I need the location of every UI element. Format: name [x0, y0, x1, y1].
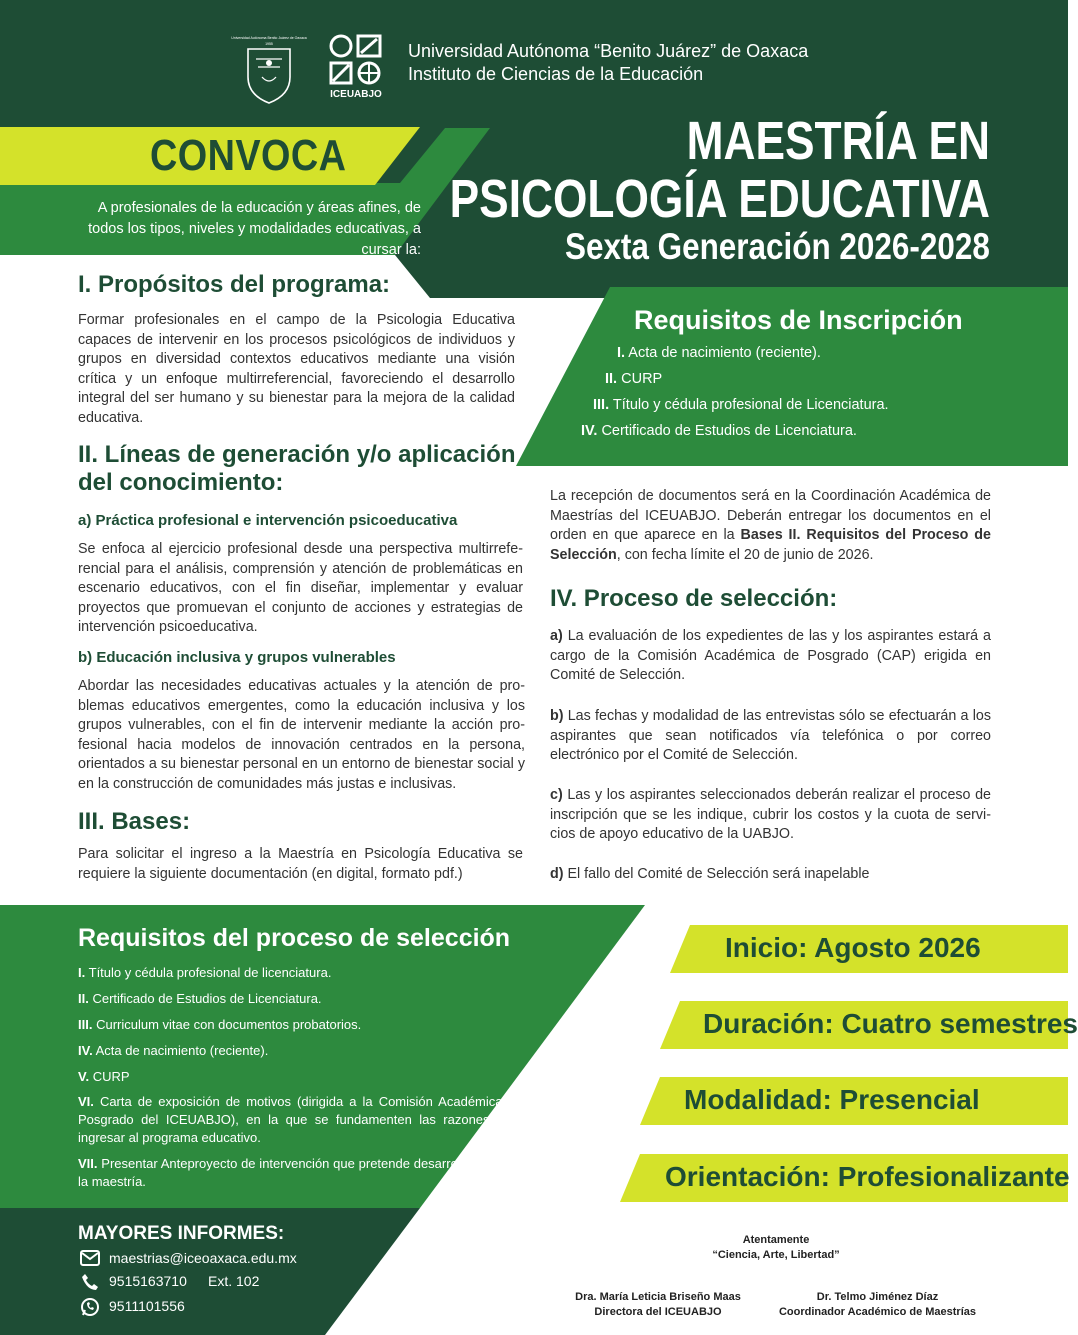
- signature-coordinator: [770, 1290, 985, 1320]
- section3-heading: III. Bases:: [78, 808, 191, 835]
- uabjo-seal-logo: [231, 33, 307, 105]
- phone-number[interactable]: 9515163710: [109, 1273, 187, 1289]
- seleccion-item: II. Certificado de Estudios de Licenciatura.: [78, 991, 322, 1006]
- seleccion-item: III. Curriculum vitae con documentos probatorios.: [78, 1017, 362, 1032]
- section2-b-title: b) Educación inclusiva y grupos vulnerables: [78, 649, 396, 666]
- tag-modalidad: Modalidad: Presencial: [684, 1084, 980, 1115]
- seleccion-item: VII. Presentar Anteproyecto de intervención que pretende desarrollar durante la maestría.: [78, 1156, 523, 1189]
- seleccion-item: V. CURP: [78, 1069, 130, 1084]
- section4-item-b: b) Las fechas y modalidad de las entrevistas sólo se efectuarán a los aspirantes que sean notificados vía telefónica o por correo electrónico por el Comité de Selección.: [550, 708, 991, 763]
- section2-b-text: Abordar las necesidades educativas actuales y la atención de pro-blemas educativos emergentes, como la educación inclusiva y los grupos vulnerables, con el fin de intervenir mediante la acción pro-fesional hacia modelos de innovación centrados en la persona, orientados a su bienestar personal en un entorno de bienestar social y en la construcción de comunidades más justas e inclusivas.: [78, 678, 525, 792]
- email-icon: [80, 1250, 100, 1266]
- signature-director: [558, 1290, 758, 1320]
- iceuabjo-logo: [328, 33, 384, 99]
- inscripcion-item: IV. Certificado de Estudios de Licenciatura.: [581, 423, 857, 439]
- recepcion-text: La recepción de documentos será en la Coordinación Académica de Maestrías del ICEUABJO. Deberán entregar los documentos en el orden en que aparece en la Bases II. Requisitos del Proceso de Selección, con fecha límite el 20 de junio de 2026.: [550, 488, 991, 563]
- program-title-line1: MAESTRÍA EN: [686, 111, 990, 171]
- section4-item-a: a) La evaluación de los expedientes de las y los aspirantes estará a cargo de la Comisión Académica de Posgrado (CAP) erigida en Comité de Selección.: [550, 628, 991, 683]
- seleccion-title: Requisitos del proceso de selección: [78, 924, 511, 952]
- program-generation: Sexta Generación 2026-2028: [565, 226, 990, 267]
- inscripcion-item: III. Título y cédula profesional de Licenciatura.: [593, 397, 889, 413]
- signature-coordinator-name: Dr. Telmo Jiménez Díaz: [816, 1291, 939, 1303]
- signature-director-name: Dra. María Leticia Briseño Maas: [575, 1291, 741, 1303]
- section2-a-title: a) Práctica profesional e intervención psicoeducativa: [78, 512, 458, 529]
- whatsapp-icon: [80, 1297, 100, 1317]
- section4-item-c: c) Las y los aspirantes seleccionados deberán realizar el proceso de inscripción que se les indique, cubrir los costos y la cuota de servi-cios de apoyo educativo de la UABJO.: [550, 787, 991, 842]
- section1-text: Formar profesionales en el campo de la Psicologia Educativa capaces de intervenir en los procesos psicológicos de individuos y grupos en diversidad contextos educativos mediante una visión crítica y un enfoque multirreferencial, favoreciendo el desarrollo integral del ser humano y su bienestar para la mejora de la calidad educativa.: [78, 312, 515, 426]
- institute-name: Instituto de Ciencias de la Educación: [408, 64, 704, 84]
- closing-block: [676, 1233, 876, 1263]
- tag-inicio: Inicio: Agosto 2026: [725, 932, 981, 963]
- svg-text:1955: 1955: [265, 42, 273, 46]
- inscripcion-title: Requisitos de Inscripción: [634, 305, 963, 335]
- phone-icon: [81, 1273, 99, 1291]
- section4-heading: IV. Proceso de selección:: [550, 585, 838, 612]
- svg-text:ICEUABJO: ICEUABJO: [330, 89, 382, 100]
- section4-item-d: d) El fallo del Comité de Selección será inapelable: [550, 866, 870, 882]
- tag-duracion: Duración: Cuatro semestres: [703, 1008, 1078, 1039]
- informes-title: MAYORES INFORMES:: [78, 1223, 285, 1244]
- program-title-line2: PSICOLOGÍA EDUCATIVA: [449, 169, 990, 229]
- university-name: Universidad Autónoma “Benito Juárez” de Oaxaca: [408, 41, 809, 61]
- section3-text: Para solicitar el ingreso a la Maestría en Psicología Educativa se requiere la siguiente documentación (en digital, formato pdf.): [78, 846, 523, 882]
- convoca-title: CONVOCA: [150, 131, 347, 180]
- seleccion-item: I. Título y cédula profesional de licenciatura.: [78, 965, 332, 980]
- seleccion-item: VI. Carta de exposición de motivos (dirigida a la Comisión Académica de Posgrado del ICEUABJO), en la que se fundamenten las razones para ingresar al programa educativo.: [78, 1094, 523, 1145]
- lema: “Ciencia, Arte, Libertad”: [712, 1249, 840, 1261]
- seleccion-item: IV. Acta de nacimiento (reciente).: [78, 1043, 269, 1058]
- convoca-subtitle: A profesionales de la educación y áreas afines, de todos los tipos, niveles y modalidades educativas, a cursar la:: [88, 200, 421, 258]
- phone-extension: Ext. 102: [208, 1273, 260, 1289]
- inscripcion-item: II. CURP: [605, 371, 663, 387]
- tag-orientacion: Orientación: Profesionalizante: [665, 1161, 1070, 1192]
- svg-text:Universidad Autónoma Benito Ju: Universidad Autónoma Benito Juárez de Oaxaca: [231, 36, 307, 40]
- inscripcion-item: I. Acta de nacimiento (reciente).: [617, 345, 821, 361]
- header-university-block: [408, 40, 808, 86]
- email-link[interactable]: maestrias@iceoaxaca.edu.mx: [109, 1250, 297, 1266]
- section2-a-text: Se enfoca al ejercicio profesional desde una perspectiva multirrefe-rencial para el análisis, comprensión y atención de problemáticas en escenario educativos, con el fin diseñar, implementar y evaluar proyectos que promuevan el conjunto de acciones y estrategias de intervención psicoeducativa.: [78, 541, 523, 635]
- whatsapp-number[interactable]: 9511101556: [109, 1298, 185, 1314]
- section1-heading: I. Propósitos del programa:: [78, 271, 391, 298]
- signature-director-role: Directora del ICEUABJO: [594, 1306, 722, 1318]
- atentamente: Atentamente: [742, 1234, 810, 1246]
- section2-heading: II. Líneas de generación y/o aplicación del conocimiento:: [78, 441, 516, 496]
- signature-coordinator-role: Coordinador Académico de Maestrías: [778, 1306, 977, 1318]
